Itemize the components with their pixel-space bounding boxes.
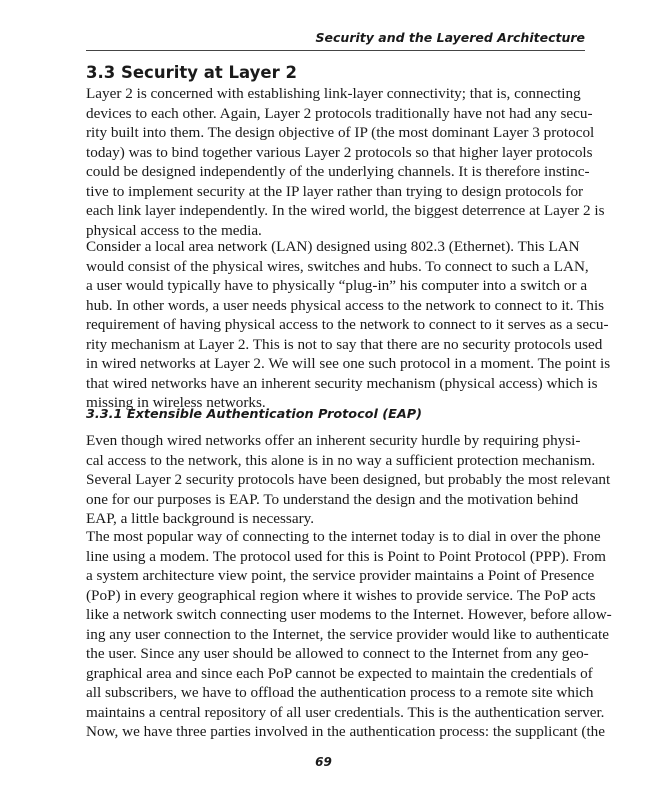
text-line: one for our purposes is EAP. To understand the design and the motivation behind	[86, 490, 579, 508]
subsection-title: 3.3.1 Extensible Authentication Protocol (EAP)	[86, 407, 423, 422]
text-line: Several Layer 2 security protocols have been designed, but probably the most relevant	[86, 471, 611, 489]
text-line: a user would typically have to physically “plug-in” his computer into a switch or a	[86, 277, 588, 295]
text-line: could be designed independently of the underlying channels. It is therefore instinc-	[86, 163, 590, 181]
text-line: line using a modem. The protocol used for this is Point to Point Protocol (PPP). From	[86, 547, 606, 565]
text-line: requirement of having physical access to the network to connect to it serves as a secu-	[86, 316, 609, 334]
text-line: all subscribers, we have to offload the authentication process to a remote site which	[86, 684, 594, 702]
paragraph-layer2-intro	[86, 84, 605, 240]
text-line: Layer 2 is concerned with establishing link-layer connectivity; that is, connecting	[86, 85, 581, 102]
text-line: would consist of the physical wires, switches and hubs. To connect to such a LAN,	[86, 257, 589, 275]
text-line: Now, we have three parties involved in the authentication process: the supplicant (the	[86, 723, 606, 741]
text-line: rity mechanism at Layer 2. This is not to say that there are no security protocols used	[86, 335, 603, 353]
text-line: graphical area and since each PoP cannot be expected to maintain the credentials of	[86, 664, 593, 682]
text-line: tive to implement security at the IP layer rather than trying to design protocols for	[86, 182, 584, 200]
text-line: devices to each other. Again, Layer 2 protocols traditionally have not had any secu-	[86, 104, 593, 122]
text-line: today) was to bind together various Layer 2 protocols so that higher layer protocols	[86, 143, 593, 161]
header-rule	[86, 50, 585, 51]
text-line: hub. In other words, a user needs physical access to the network to connect to it. This	[86, 296, 605, 314]
text-line: maintains a central repository of all user credentials. This is the authentication server.	[86, 703, 605, 721]
text-line: that wired networks have an inherent security mechanism (physical access) which is	[86, 374, 598, 392]
page-number: 69	[315, 755, 332, 769]
text-line: EAP, a little background is necessary.	[86, 510, 315, 528]
text-line: each link layer independently. In the wired world, the biggest deterrence at Layer 2 is	[86, 202, 605, 220]
text-line: a system architecture view point, the service provider maintains a Point of Presence	[86, 567, 595, 585]
text-line: Consider a local area network (LAN) designed using 802.3 (Ethernet). This LAN	[86, 238, 580, 255]
paragraph-eap-intro	[86, 431, 611, 529]
text-line: in wired networks at Layer 2. We will see one such protocol in a moment. The point is	[86, 355, 611, 373]
paragraph-lan-example	[86, 237, 611, 413]
text-line: ing any user connection to the Internet, the service provider would like to authenticate	[86, 625, 609, 643]
text-line: physical access to the media.	[86, 221, 262, 239]
text-line: cal access to the network, this alone is in no way a sufficient protection mechanism.	[86, 451, 596, 469]
text-line: missing in wireless networks.	[86, 394, 266, 412]
text-line: The most popular way of connecting to the internet today is to dial in over the phone	[86, 528, 601, 545]
section-title: 3.3 Security at Layer 2	[86, 63, 297, 82]
text-line: rity built into them. The design objective of IP (the most dominant Layer 3 protocol	[86, 124, 595, 142]
text-line: Even though wired networks offer an inherent security hurdle by requiring physi-	[86, 432, 581, 449]
paragraph-ppp-background	[86, 527, 612, 742]
text-line: like a network switch connecting user modems to the Internet. However, before allow-	[86, 606, 612, 624]
running-head: Security and the Layered Architecture	[315, 30, 585, 45]
text-line: the user. Since any user should be allowed to connect to the Internet from any geo-	[86, 645, 589, 663]
text-line: (PoP) in every geographical region where it wishes to provide service. The PoP acts	[86, 586, 596, 604]
